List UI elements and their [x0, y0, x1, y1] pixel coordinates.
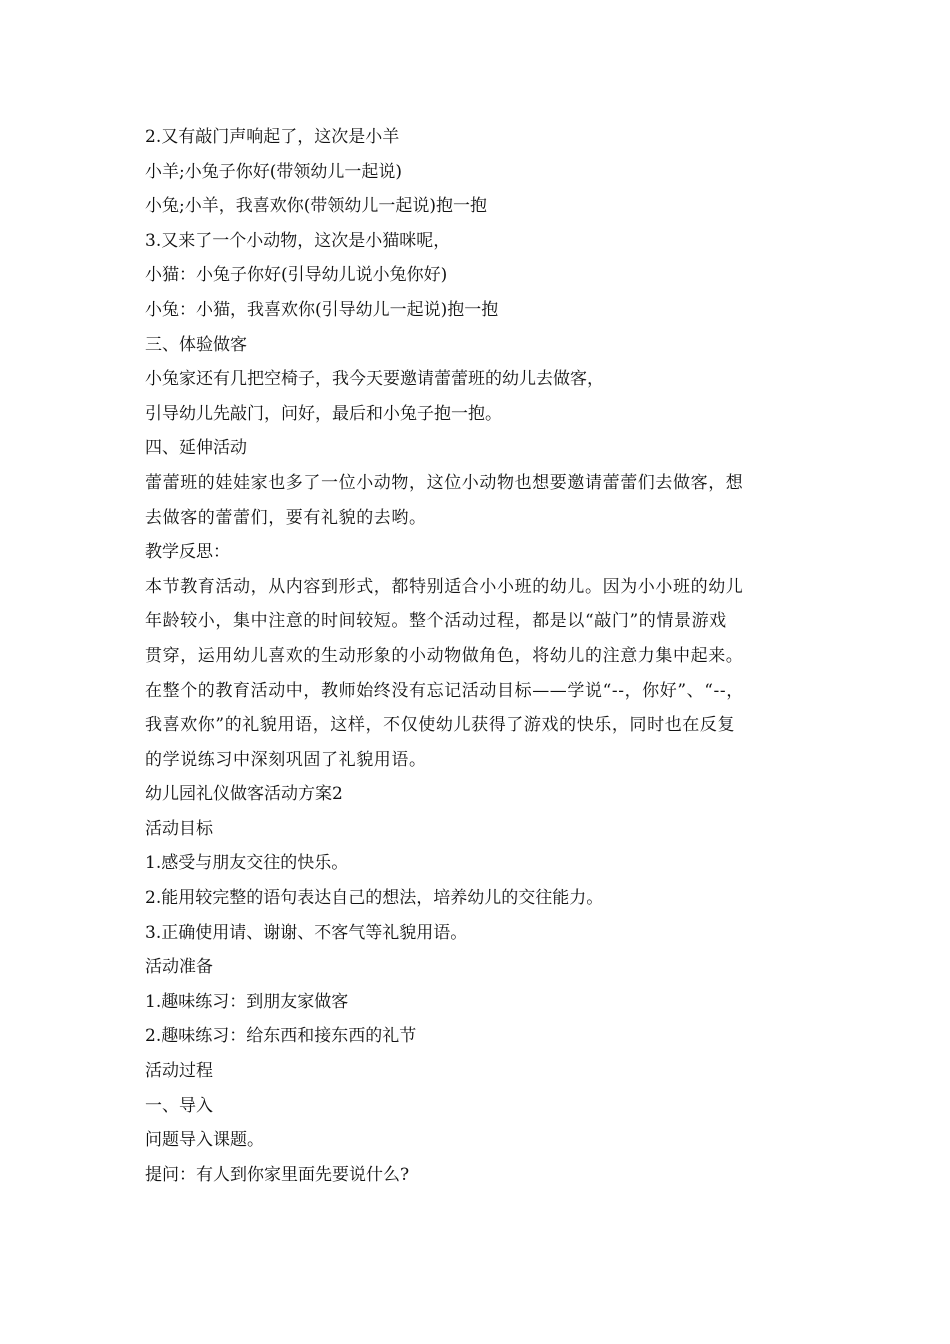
text-line: 的学说练习中深刻巩固了礼貌用语。	[145, 749, 427, 770]
text-line: 3.又来了一个小动物，这次是小猫咪呢，	[145, 230, 451, 251]
text-line: 在整个的教育活动中，教师始终没有忘记活动目标——学说“--，你好”、“--，	[145, 680, 744, 701]
text-line: 3.正确使用请、谢谢、不客气等礼貌用语。	[145, 922, 468, 943]
document-title: 幼儿园礼仪做客活动方案2	[145, 784, 343, 805]
section-heading: 四、延伸活动	[145, 438, 247, 459]
text-line: 贯穿，运用幼儿喜欢的生动形象的小动物做角色，将幼儿的注意力集中起来。	[145, 645, 744, 666]
section-heading: 活动准备	[145, 957, 213, 978]
text-line: 小兔家还有几把空椅子，我今天要邀请蕾蕾班的幼儿去做客，	[145, 369, 604, 390]
text-line: 去做客的蕾蕾们，要有礼貌的去哟。	[145, 507, 427, 528]
text-line: 提问：有人到你家里面先要说什么?	[145, 1164, 410, 1185]
section-heading: 活动目标	[145, 818, 213, 839]
text-line: 小猫：小兔子你好(引导幼儿说小兔你好)	[145, 265, 448, 286]
text-line: 我喜欢你”的礼貌用语，这样，不仅使幼儿获得了游戏的快乐，同时也在反复	[145, 715, 736, 736]
text-line: 2.能用较完整的语句表达自己的想法，培养幼儿的交往能力。	[145, 888, 604, 909]
text-line: 小兔;小羊，我喜欢你(带领幼儿一起说)抱一抱	[145, 196, 487, 217]
text-line: 本节教育活动，从内容到形式，都特别适合小小班的幼儿。因为小小班的幼儿	[145, 576, 744, 597]
text-line: 引导幼儿先敲门，问好，最后和小兔子抱一抱。	[145, 403, 502, 424]
section-heading: 教学反思：	[145, 542, 230, 563]
text-line: 小兔：小猫，我喜欢你(引导幼儿一起说)抱一抱	[145, 299, 499, 320]
text-line: 1.趣味练习：到朋友家做客	[145, 991, 349, 1012]
text-line: 2.趣味练习：给东西和接东西的礼节	[145, 1026, 417, 1047]
text-line: 小羊;小兔子你好(带领幼儿一起说)	[145, 161, 402, 182]
section-heading: 活动过程	[145, 1061, 213, 1082]
document-body	[145, 120, 815, 1192]
text-line: 年龄较小，集中注意的时间较短。整个活动过程，都是以“敲门”的情景游戏	[145, 611, 727, 632]
text-line: 2.又有敲门声响起了，这次是小羊	[145, 127, 400, 147]
text-line: 蕾蕾班的娃娃家也多了一位小动物，这位小动物也想要邀请蕾蕾们去做客，想	[145, 472, 744, 493]
text-line: 问题导入课题。	[145, 1130, 264, 1151]
section-heading: 一、导入	[145, 1095, 213, 1116]
section-heading: 三、体验做客	[145, 334, 247, 355]
text-line: 1.感受与朋友交往的快乐。	[145, 853, 349, 874]
